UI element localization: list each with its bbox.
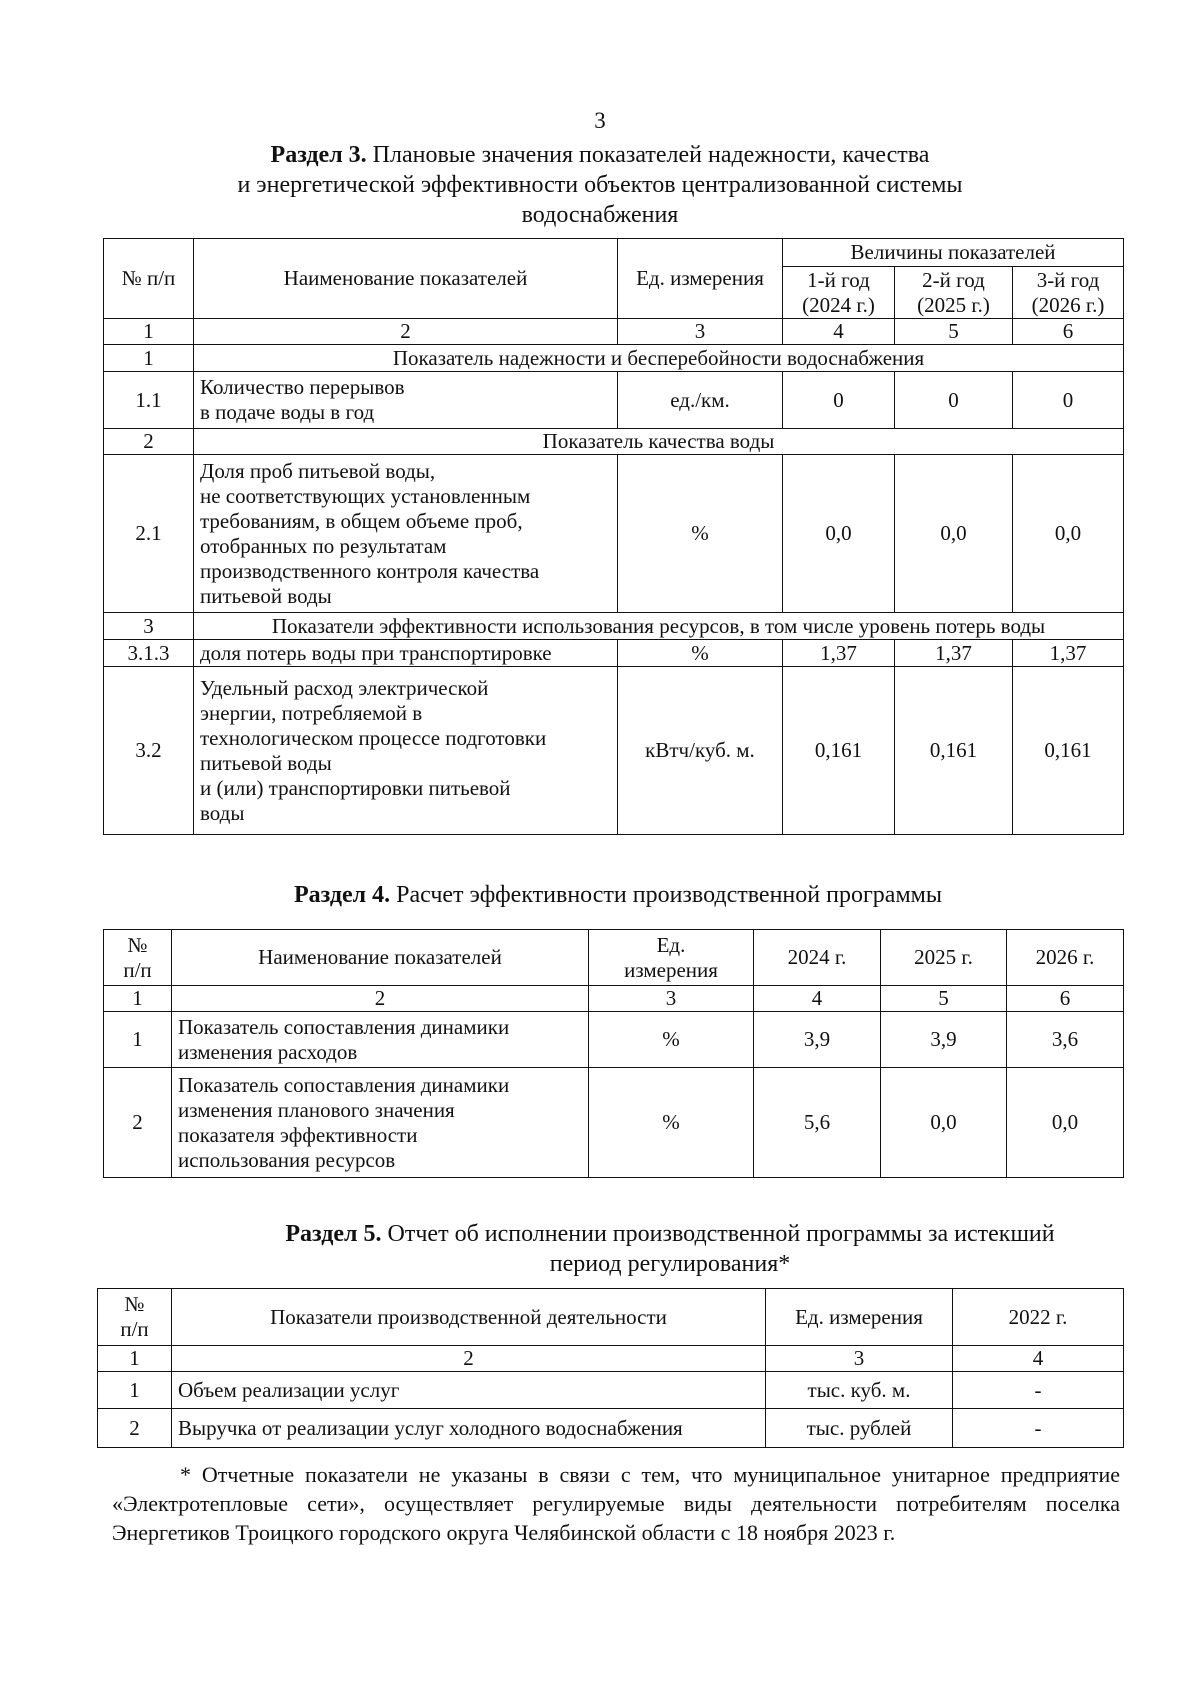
row-value: 0,0 <box>881 1068 1007 1178</box>
row-name: Удельный расход электрической энергии, потребляемой в технологическом процессе подготовки питьевой воды и (или) транспортировки питьевой воды <box>194 667 618 835</box>
table-row <box>98 1372 1124 1409</box>
col-num: 1 <box>104 319 194 345</box>
table-row <box>104 1068 1124 1178</box>
group-title: Показатель качества воды <box>194 429 1124 455</box>
group-num: 2 <box>104 429 194 455</box>
section3-title-line3: водоснабжения <box>521 202 679 228</box>
row-name: Выручка от реализации услуг холодного водоснабжения <box>172 1409 766 1448</box>
header-year3: 2026 г. <box>1007 930 1124 986</box>
header-name: Показатели производственной деятельности <box>172 1289 766 1346</box>
row-value: 1,37 <box>1013 640 1124 667</box>
header-unit: Ед. измерения <box>589 930 754 986</box>
page-number: 3 <box>594 108 606 133</box>
header-num: № п/п <box>104 930 172 986</box>
row-value: 0 <box>895 372 1013 429</box>
section3-title-line1: Плановые значения показателей надежности, качества <box>372 142 930 168</box>
row-unit: ед./км. <box>618 372 783 429</box>
header-name: Наименование показателей <box>194 239 618 319</box>
row-num: 2.1 <box>104 455 194 613</box>
row-name: Объем реализации услуг <box>172 1372 766 1409</box>
table-header-row <box>104 930 1124 986</box>
section5-title-rest: Отчет об исполнении производственной программы за истекший <box>387 1221 1055 1247</box>
group-row <box>104 345 1124 372</box>
header-year2: 2025 г. <box>881 930 1007 986</box>
column-number-row <box>104 986 1124 1012</box>
row-num: 1 <box>98 1372 172 1409</box>
row-unit: % <box>589 1068 754 1178</box>
row-num: 1.1 <box>104 372 194 429</box>
table-header-row <box>98 1289 1124 1346</box>
table-row <box>104 455 1124 613</box>
header-unit: Ед. измерения <box>618 239 783 319</box>
table-row <box>104 667 1124 835</box>
row-unit: % <box>618 455 783 613</box>
col-num: 6 <box>1013 319 1124 345</box>
row-name: Количество перерывов в подаче воды в год <box>194 372 618 429</box>
table-row <box>104 1012 1124 1068</box>
section3-title <box>0 140 1200 230</box>
group-title: Показатели эффективности использования ресурсов, в том числе уровень потерь воды <box>194 613 1124 640</box>
col-num: 4 <box>754 986 881 1012</box>
section5-title <box>70 1219 1200 1279</box>
row-value: 0,0 <box>1013 455 1124 613</box>
col-num: 6 <box>1007 986 1124 1012</box>
table-row <box>98 1409 1124 1448</box>
row-value: 3,6 <box>1007 1012 1124 1068</box>
row-unit: % <box>618 640 783 667</box>
section4-title-rest: Расчет эффективности производственной программы <box>396 882 942 908</box>
group-num: 3 <box>104 613 194 640</box>
col-num: 2 <box>172 1346 766 1372</box>
row-unit: % <box>589 1012 754 1068</box>
group-row <box>104 613 1124 640</box>
section4-table <box>103 929 1124 1178</box>
section5-table <box>97 1288 1124 1448</box>
section3-title-bold: Раздел 3. <box>270 142 367 168</box>
row-name: Показатель сопоставления динамики изменения планового значения показателя эффективности использования ресурсов <box>172 1068 589 1178</box>
header-year: 2022 г. <box>953 1289 1124 1346</box>
header-values: Величины показателей <box>783 239 1124 267</box>
col-num: 1 <box>98 1346 172 1372</box>
row-name: доля потерь воды при транспортировке <box>194 640 618 667</box>
col-num: 1 <box>104 986 172 1012</box>
group-num: 1 <box>104 345 194 372</box>
header-name: Наименование показателей <box>172 930 589 986</box>
table-header-row <box>104 239 1124 267</box>
row-value: 3,9 <box>881 1012 1007 1068</box>
header-num: № п/п <box>104 239 194 319</box>
row-unit: тыс. рублей <box>766 1409 953 1448</box>
section5-title-bold: Раздел 5. <box>285 1221 382 1247</box>
col-num: 5 <box>881 986 1007 1012</box>
header-year1: 1-й год (2024 г.) <box>783 267 895 319</box>
row-num: 2 <box>98 1409 172 1448</box>
row-unit: кВтч/куб. м. <box>618 667 783 835</box>
row-num: 2 <box>104 1068 172 1178</box>
row-num: 3.2 <box>104 667 194 835</box>
row-num: 1 <box>104 1012 172 1068</box>
row-value: 0,161 <box>1013 667 1124 835</box>
section4-title <box>18 880 1200 910</box>
group-row <box>104 429 1124 455</box>
header-num: № п/п <box>98 1289 172 1346</box>
row-value: 0,161 <box>783 667 895 835</box>
row-value: 3,9 <box>754 1012 881 1068</box>
header-unit: Ед. измерения <box>766 1289 953 1346</box>
row-value: 1,37 <box>895 640 1013 667</box>
column-number-row <box>98 1346 1124 1372</box>
col-num: 5 <box>895 319 1013 345</box>
row-num: 3.1.3 <box>104 640 194 667</box>
table-row <box>104 372 1124 429</box>
section3-table <box>103 238 1124 835</box>
group-title: Показатель надежности и бесперебойности водоснабжения <box>194 345 1124 372</box>
col-num: 3 <box>766 1346 953 1372</box>
header-year1: 2024 г. <box>754 930 881 986</box>
section4-title-bold: Раздел 4. <box>294 882 391 908</box>
row-name: Доля проб питьевой воды, не соответствующих установленным требованиям, в общем объеме проб, отобранных по результатам производственного контроля качества питьевой воды <box>194 455 618 613</box>
footnote <box>112 1460 1120 1547</box>
col-num: 2 <box>172 986 589 1012</box>
col-num: 2 <box>194 319 618 345</box>
column-number-row <box>104 319 1124 345</box>
row-value: 0,0 <box>895 455 1013 613</box>
row-unit: тыс. куб. м. <box>766 1372 953 1409</box>
row-value: 0,0 <box>783 455 895 613</box>
header-year3: 3-й год (2026 г.) <box>1013 267 1124 319</box>
row-value: 1,37 <box>783 640 895 667</box>
row-value: 0 <box>1013 372 1124 429</box>
col-num: 3 <box>589 986 754 1012</box>
row-value: 5,6 <box>754 1068 881 1178</box>
table-row <box>104 640 1124 667</box>
col-num: 3 <box>618 319 783 345</box>
col-num: 4 <box>953 1346 1124 1372</box>
row-value: - <box>953 1409 1124 1448</box>
row-value: - <box>953 1372 1124 1409</box>
row-value: 0,0 <box>1007 1068 1124 1178</box>
row-value: 0,161 <box>895 667 1013 835</box>
footnote-text: * Отчетные показатели не указаны в связи с тем, что муниципальное унитарное предприятие «Электротепловые сети», осуществляет регулируемые виды деятельности потребителям поселка Энергетиков Троицкого городского округа Челябинской области с 18 ноября 2023 г. <box>112 1462 1120 1545</box>
row-name: Показатель сопоставления динамики изменения расходов <box>172 1012 589 1068</box>
header-year2: 2-й год (2025 г.) <box>895 267 1013 319</box>
section5-title-line2: период регулирования* <box>549 1251 791 1277</box>
row-value: 0 <box>783 372 895 429</box>
col-num: 4 <box>783 319 895 345</box>
section3-title-line2: и энергетической эффективности объектов централизованной системы <box>237 172 963 198</box>
